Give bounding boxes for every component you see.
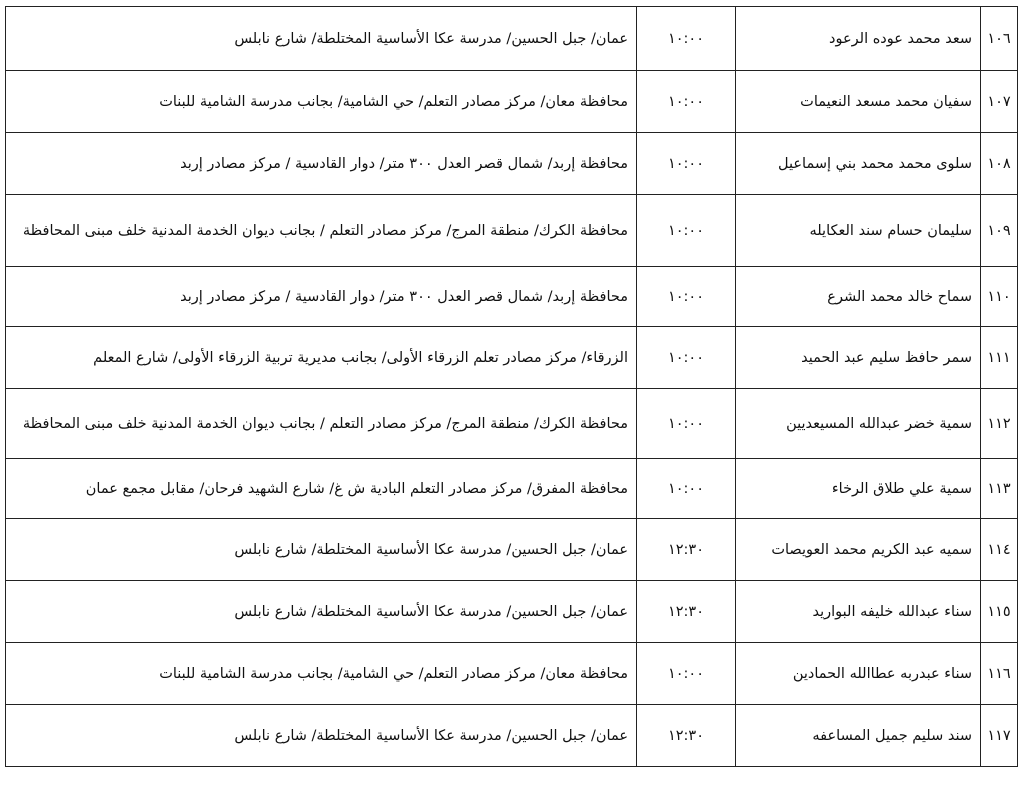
person-name: سند سليم جميل المساعفه <box>736 705 981 767</box>
table-row <box>6 519 1018 581</box>
schedule-table <box>5 6 1018 767</box>
table-row <box>6 459 1018 519</box>
table-row <box>6 327 1018 389</box>
row-number: ١١٢ <box>981 389 1018 459</box>
exam-location: عمان/ جبل الحسين/ مدرسة عكا الأساسية المختلطة/ شارع نابلس <box>6 519 637 581</box>
exam-location: محافظة المفرق/ مركز مصادر التعلم البادية ش غ/ شارع الشهيد فرحان/ مقابل مجمع عمان <box>6 459 637 519</box>
exam-location: محافظة إربد/ شمال قصر العدل ٣٠٠ متر/ دوار القادسية / مركز مصادر إربد <box>6 267 637 327</box>
table-row <box>6 643 1018 705</box>
exam-time: ١٢:٣٠ <box>637 581 736 643</box>
exam-location: عمان/ جبل الحسين/ مدرسة عكا الأساسية المختلطة/ شارع نابلس <box>6 705 637 767</box>
exam-time: ١٠:٠٠ <box>637 71 736 133</box>
person-name: سعد محمد عوده الرعود <box>736 7 981 71</box>
table-row <box>6 267 1018 327</box>
exam-location: عمان/ جبل الحسين/ مدرسة عكا الأساسية المختلطة/ شارع نابلس <box>6 581 637 643</box>
person-name: سفيان محمد مسعد النعيمات <box>736 71 981 133</box>
exam-time: ١٢:٣٠ <box>637 519 736 581</box>
exam-location: الزرقاء/ مركز مصادر تعلم الزرقاء الأولى/ بجانب مديرية تربية الزرقاء الأولى/ شارع المعلم <box>6 327 637 389</box>
exam-time: ١٠:٠٠ <box>637 459 736 519</box>
exam-location: محافظة معان/ مركز مصادر التعلم/ حي الشامية/ بجانب مدرسة الشامية للبنات <box>6 643 637 705</box>
exam-time: ١٢:٣٠ <box>637 705 736 767</box>
row-number: ١١٧ <box>981 705 1018 767</box>
row-number: ١١٦ <box>981 643 1018 705</box>
table-row <box>6 71 1018 133</box>
table-row <box>6 133 1018 195</box>
exam-location: محافظة الكرك/ منطقة المرج/ مركز مصادر التعلم / بجانب ديوان الخدمة المدنية خلف مبنى المحافظة <box>6 195 637 267</box>
table-row <box>6 195 1018 267</box>
row-number: ١١٤ <box>981 519 1018 581</box>
row-number: ١٠٨ <box>981 133 1018 195</box>
row-number: ١١٥ <box>981 581 1018 643</box>
exam-location: عمان/ جبل الحسين/ مدرسة عكا الأساسية المختلطة/ شارع نابلس <box>6 7 637 71</box>
exam-time: ١٠:٠٠ <box>637 643 736 705</box>
exam-time: ١٠:٠٠ <box>637 7 736 71</box>
row-number: ١١٣ <box>981 459 1018 519</box>
row-number: ١٠٩ <box>981 195 1018 267</box>
exam-location: محافظة الكرك/ منطقة المرج/ مركز مصادر التعلم / بجانب ديوان الخدمة المدنية خلف مبنى المحافظة <box>6 389 637 459</box>
row-number: ١١٠ <box>981 267 1018 327</box>
person-name: سمر حافظ سليم عبد الحميد <box>736 327 981 389</box>
exam-time: ١٠:٠٠ <box>637 327 736 389</box>
exam-time: ١٠:٠٠ <box>637 195 736 267</box>
row-number: ١٠٧ <box>981 71 1018 133</box>
person-name: سمية علي طلاق الرخاء <box>736 459 981 519</box>
table-row <box>6 389 1018 459</box>
person-name: سماح خالد محمد الشرع <box>736 267 981 327</box>
person-name: سمية خضر عبدالله المسيعديين <box>736 389 981 459</box>
exam-location: محافظة إربد/ شمال قصر العدل ٣٠٠ متر/ دوار القادسية / مركز مصادر إربد <box>6 133 637 195</box>
row-number: ١١١ <box>981 327 1018 389</box>
person-name: سناء عبدالله خليفه البواريد <box>736 581 981 643</box>
row-number: ١٠٦ <box>981 7 1018 71</box>
person-name: سليمان حسام سند العكايله <box>736 195 981 267</box>
exam-time: ١٠:٠٠ <box>637 389 736 459</box>
table-row <box>6 705 1018 767</box>
table-row <box>6 7 1018 71</box>
person-name: سلوى محمد محمد بني إسماعيل <box>736 133 981 195</box>
exam-location: محافظة معان/ مركز مصادر التعلم/ حي الشامية/ بجانب مدرسة الشامية للبنات <box>6 71 637 133</box>
person-name: سميه عبد الكريم محمد العويصات <box>736 519 981 581</box>
table-row <box>6 581 1018 643</box>
exam-time: ١٠:٠٠ <box>637 133 736 195</box>
exam-time: ١٠:٠٠ <box>637 267 736 327</box>
person-name: سناء عبدربه عطاالله الحمادين <box>736 643 981 705</box>
